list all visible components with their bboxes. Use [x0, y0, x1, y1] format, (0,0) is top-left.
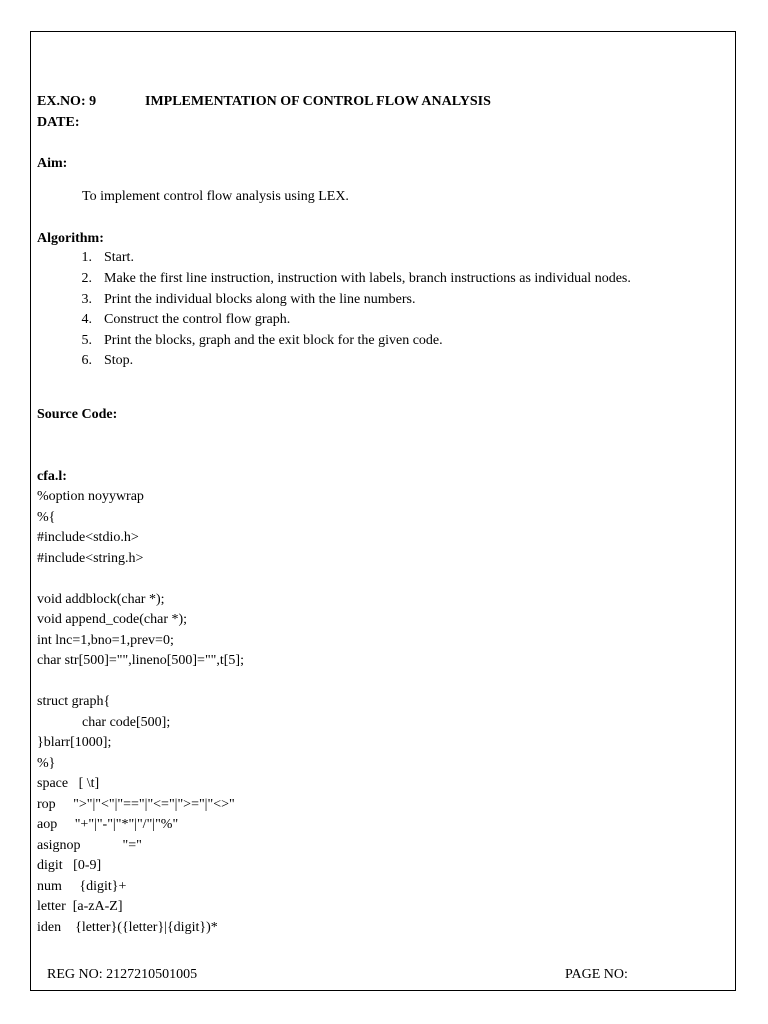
- register-number: REG NO: 2127210501005: [47, 967, 198, 982]
- code-line: digit [0-9]: [37, 858, 102, 873]
- code-line: iden {letter}({letter}|{digit})*: [37, 920, 218, 935]
- source-file-name: cfa.l:: [37, 469, 67, 484]
- code-line: asignop "=": [37, 838, 142, 853]
- code-line: char code[500];: [82, 715, 171, 730]
- code-line: void addblock(char *);: [37, 592, 165, 607]
- code-line: %{: [37, 510, 56, 525]
- code-line: aop "+"|"-"|"*"|"/"|"%": [37, 817, 179, 832]
- code-line: space [ \t]: [37, 776, 100, 791]
- code-line: #include<stdio.h>: [37, 530, 139, 545]
- exercise-number: EX.NO: 9: [37, 94, 97, 109]
- aim-text: To implement control flow analysis using LEX.: [82, 189, 349, 204]
- source-code-heading: Source Code:: [37, 407, 118, 422]
- code-line: %option noyywrap: [37, 489, 144, 504]
- code-line: void append_code(char *);: [37, 612, 188, 627]
- date-label: DATE:: [37, 115, 80, 130]
- aim-heading: Aim:: [37, 156, 68, 171]
- code-line: int lnc=1,bno=1,prev=0;: [37, 633, 174, 648]
- algorithm-heading: Algorithm:: [37, 231, 104, 246]
- code-line: #include<string.h>: [37, 551, 144, 566]
- code-line: letter [a-zA-Z]: [37, 899, 123, 914]
- code-line: struct graph{: [37, 694, 111, 709]
- code-line: num {digit}+: [37, 879, 127, 894]
- code-line: char str[500]="",lineno[500]="",t[5];: [37, 653, 244, 668]
- code-line: %}: [37, 756, 56, 771]
- code-line: }blarr[1000];: [37, 735, 112, 750]
- exercise-title: IMPLEMENTATION OF CONTROL FLOW ANALYSIS: [145, 94, 491, 109]
- code-line: rop ">"|"<"|"=="|"<="|">="|"<>": [37, 797, 235, 812]
- page-number-label: PAGE NO:: [565, 967, 628, 982]
